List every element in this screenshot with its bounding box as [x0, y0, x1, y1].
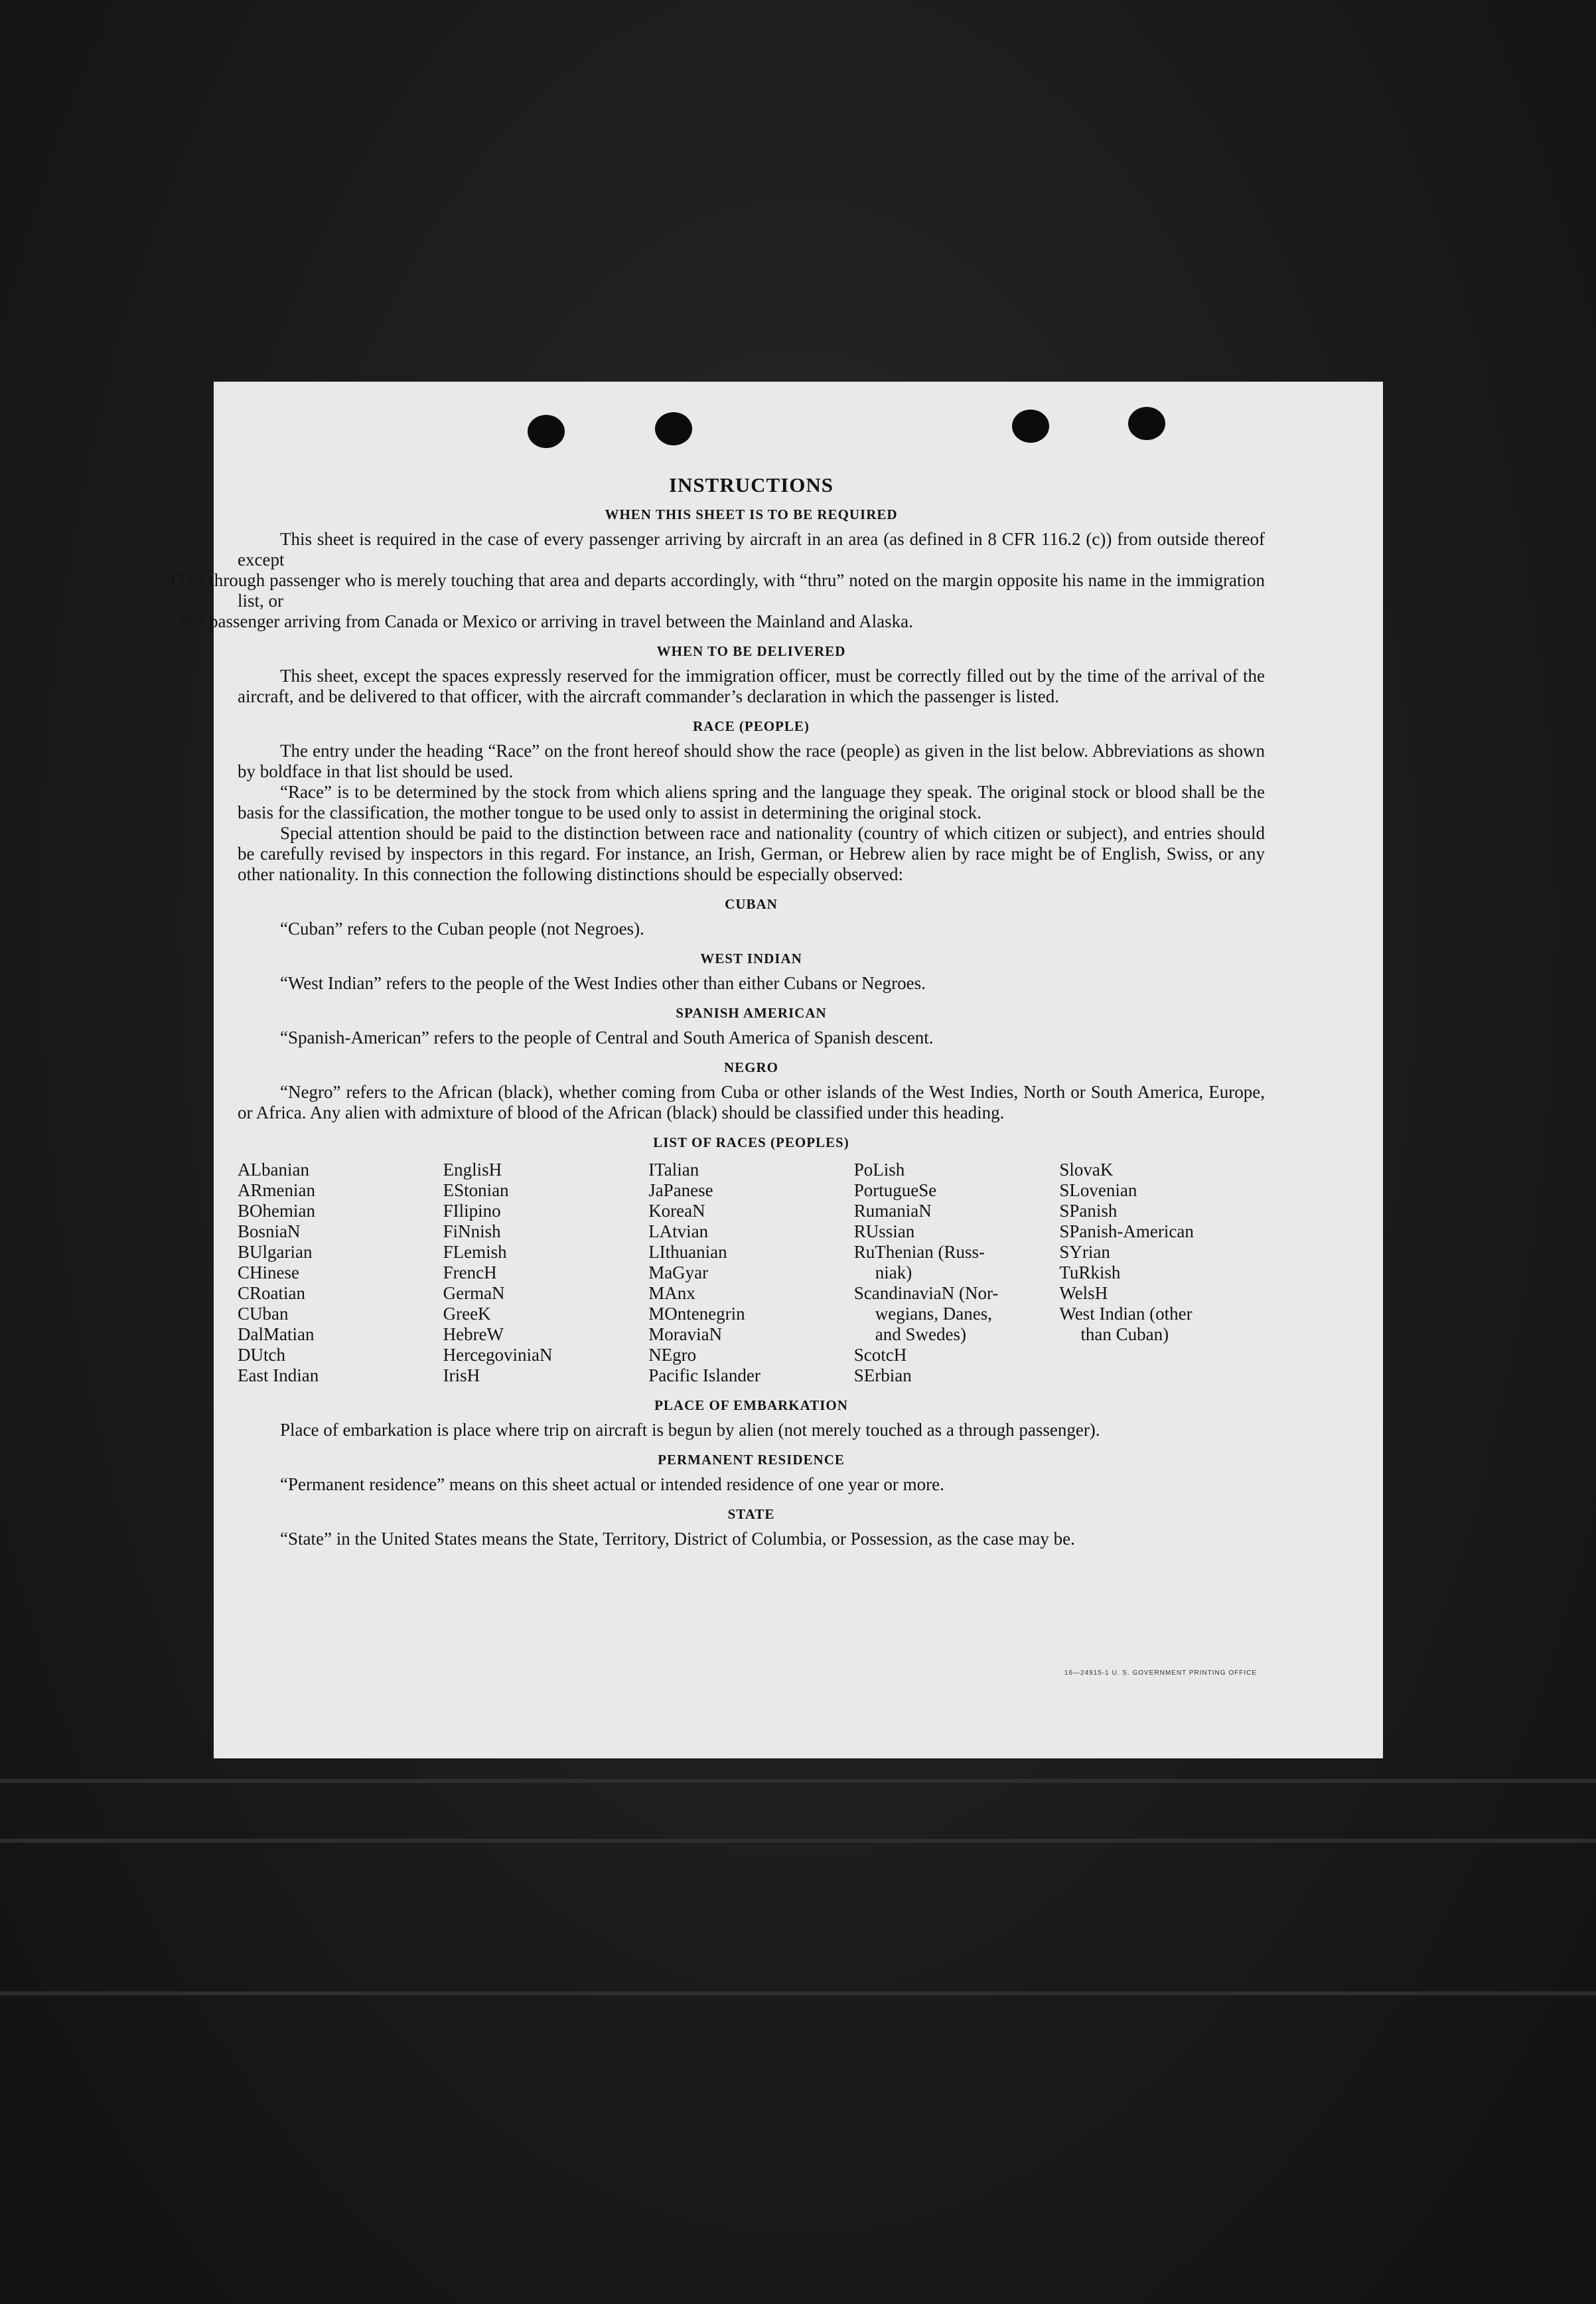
races-column-5: [1059, 1160, 1265, 1386]
race-entry: RUssian: [853, 1221, 915, 1241]
race-entry: West Indian (other: [1059, 1304, 1193, 1324]
residence-text: “Permanent residence” means on this sheet actual or intended residence of one year or more.: [280, 1474, 944, 1494]
race-entry: FIlipino: [443, 1201, 501, 1221]
race-entry: LAtvian: [648, 1221, 709, 1241]
heading-races-list: LIST OF RACES (PEOPLES): [653, 1134, 849, 1150]
race-entry: LIthuanian: [648, 1242, 727, 1262]
race-entry: ARmenian: [238, 1180, 315, 1200]
heading-delivered: WHEN TO BE DELIVERED: [656, 643, 846, 659]
heading-embarkation: PLACE OF EMBARKATION: [654, 1397, 848, 1413]
races-list: [238, 1160, 1265, 1386]
required-intro: This sheet is required in the case of every passenger arriving by aircraft in an area (as defined in 8 CFR 116.2 (c)) from outside thereof except: [238, 529, 1265, 570]
race-entry-continued: niak): [875, 1263, 912, 1282]
race-entry: GreeK: [443, 1304, 491, 1324]
race-entry: SlovaK: [1059, 1160, 1114, 1180]
required-item-1: (1) a through passenger who is merely touching that area and departs accordingly, with “thru” noted on the margin opposite his name in the immigration list, or: [171, 570, 1265, 611]
race-entry: ScandinaviaN (Nor-: [853, 1283, 999, 1303]
negro-text: “Negro” refers to the African (black), whether coming from Cuba or other islands of the West Indies, North or South America, Europe, or Africa. Any alien with admixture of blood of the African (black) should be classified under this heading.: [238, 1082, 1265, 1122]
heading-state: STATE: [727, 1506, 775, 1522]
punch-hole: [655, 412, 692, 445]
page-title: INSTRUCTIONS: [668, 473, 834, 497]
race-entry: MOntenegrin: [648, 1304, 745, 1324]
race-entry: PortugueSe: [853, 1180, 937, 1200]
race-entry: CHinese: [238, 1263, 299, 1282]
race-entry-continued: wegians, Danes,: [875, 1304, 992, 1324]
heading-negro: NEGRO: [723, 1059, 778, 1075]
state-text: “State” in the United States means the State, Territory, District of Columbia, or Possession, as the case may be.: [280, 1529, 1075, 1549]
punch-hole: [1012, 410, 1049, 443]
race-entry: WelsH: [1059, 1283, 1108, 1303]
races-column-2: [443, 1160, 649, 1386]
race-entry: DalMatian: [238, 1324, 315, 1344]
document-page: [171, 382, 1383, 1758]
delivered-text: This sheet, except the spaces expressly reserved for the immigration officer, must be correctly filled out by the time of the arrival of the aircraft, and be delivered to that officer, with the aircraft commander’s declaration in which the passenger is listed.: [238, 666, 1265, 706]
race-entry: ITalian: [648, 1160, 699, 1180]
race-entry: SPanish-American: [1059, 1221, 1194, 1241]
race-entry-continued: than Cuban): [1080, 1324, 1169, 1344]
heading-west-indian: WEST INDIAN: [700, 951, 802, 966]
heading-residence: PERMANENT RESIDENCE: [658, 1452, 845, 1468]
race-entry: MoraviaN: [648, 1324, 723, 1344]
heading-race: RACE (PEOPLE): [693, 718, 810, 734]
race-entry: EnglisH: [443, 1160, 502, 1180]
race-entry: GermaN: [443, 1283, 505, 1303]
races-column-3: [648, 1160, 854, 1386]
races-column-4: [854, 1160, 1060, 1386]
printing-office-code: 16—24915-1 U. S. GOVERNMENT PRINTING OFFICE: [1064, 1669, 1257, 1677]
race-entry: FLemish: [443, 1242, 507, 1262]
race-entry: MaGyar: [648, 1263, 709, 1282]
race-entry: TuRkish: [1059, 1263, 1121, 1282]
race-paragraph-2: “Race” is to be determined by the stock from which aliens spring and the language they speak. The original stock or blood shall be the basis for the classification, the mother tongue to be used only to assist in determining the original stock.: [238, 782, 1265, 822]
race-entry: MAnx: [648, 1283, 695, 1303]
punch-hole: [1128, 407, 1165, 440]
race-entry: Pacific Islander: [648, 1365, 761, 1385]
race-entry: East Indian: [238, 1365, 319, 1385]
race-entry: HebreW: [443, 1324, 504, 1344]
race-entry: ScotcH: [853, 1345, 907, 1365]
race-entry: SPanish: [1059, 1201, 1118, 1221]
race-entry: SLovenian: [1059, 1180, 1137, 1200]
race-entry: NEgro: [648, 1345, 697, 1365]
race-paragraph-3: Special attention should be paid to the distinction between race and nationality (country of which citizen or subject), and entries should be carefully revised by inspectors in this regard. For instance, an Irish, German, or Hebrew alien by race might be of English, Swiss, or any other nationality. In this connection the following distinctions should be especially observed:: [238, 823, 1265, 884]
race-entry: JaPanese: [648, 1180, 713, 1200]
embarkation-text: Place of embarkation is place where trip on aircraft is begun by alien (not merely touched as a through passenger).: [280, 1420, 1100, 1440]
race-entry: FrencH: [443, 1263, 497, 1282]
race-paragraph-1: The entry under the heading “Race” on the front hereof should show the race (people) as given in the list below. Abbreviations as shown by boldface in that list should be used.: [238, 741, 1265, 781]
race-entry: CRoatian: [238, 1283, 305, 1303]
cuban-text: “Cuban” refers to the Cuban people (not Negroes).: [280, 919, 644, 939]
spanish-american-text: “Spanish-American” refers to the people of Central and South America of Spanish descent.: [280, 1028, 934, 1047]
race-entry: BOhemian: [238, 1201, 315, 1221]
heading-spanish-american: SPANISH AMERICAN: [676, 1005, 827, 1021]
race-entry: HercegoviniaN: [443, 1345, 553, 1365]
instructions-text: [171, 473, 1265, 1549]
race-entry: SYrian: [1059, 1242, 1110, 1262]
race-entry: IrisH: [443, 1365, 480, 1385]
race-entry: DUtch: [238, 1345, 285, 1365]
heading-required: WHEN THIS SHEET IS TO BE REQUIRED: [605, 506, 898, 522]
punch-hole: [528, 415, 565, 448]
race-entry: EStonian: [443, 1180, 509, 1200]
race-entry: BUlgarian: [238, 1242, 313, 1262]
race-entry: SErbian: [853, 1365, 912, 1385]
race-entry: PoLish: [853, 1160, 905, 1180]
heading-cuban: CUBAN: [725, 896, 778, 912]
races-column-1: [238, 1160, 443, 1386]
required-item-2: (2) a passenger arriving from Canada or Mexico or arriving in travel between the Mainland and Alaska.: [171, 611, 913, 631]
race-entry: BosniaN: [238, 1221, 301, 1241]
race-entry: CUban: [238, 1304, 289, 1324]
race-entry: KoreaN: [648, 1201, 705, 1221]
west-indian-text: “West Indian” refers to the people of the West Indies other than either Cubans or Negroes.: [280, 973, 926, 993]
race-entry: ALbanian: [238, 1160, 309, 1180]
race-entry: FiNnish: [443, 1221, 501, 1241]
race-entry: RumaniaN: [853, 1201, 932, 1221]
race-entry: RuThenian (Russ-: [853, 1242, 985, 1262]
race-entry-continued: and Swedes): [875, 1324, 966, 1344]
